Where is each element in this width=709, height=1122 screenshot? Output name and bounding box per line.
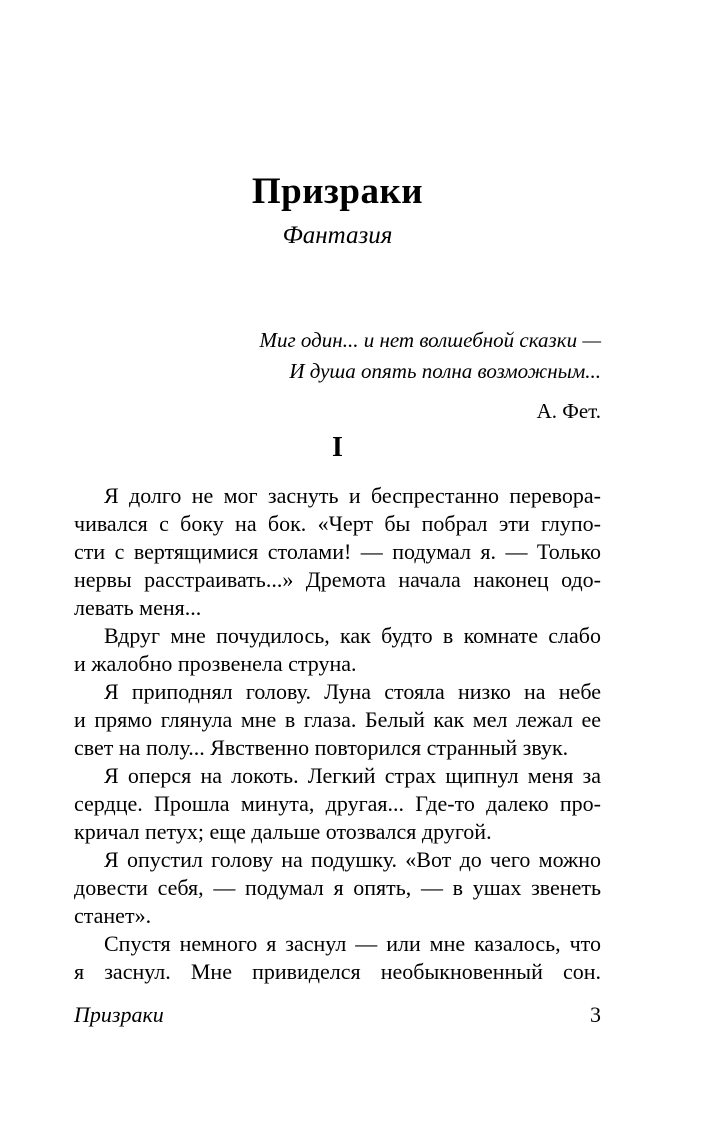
text-line: кричал петух; еще дальше отозвался другой. — [74, 819, 492, 844]
epigraph — [74, 325, 601, 427]
paragraph — [74, 762, 601, 846]
page-title: Призраки — [251, 171, 424, 212]
paragraph — [74, 678, 601, 762]
text-line: и прямо глянула мне в глаза. Белый как мел лежал ее — [74, 707, 601, 732]
text-line: Я опустил голову на подушку. «Вот до чего можно — [104, 847, 601, 872]
page-number: 3 — [590, 1002, 601, 1027]
text-line: станет». — [74, 903, 152, 928]
text-line: и жалобно прозвенела струна. — [74, 651, 357, 676]
text-line: я заснул. Мне привиделся необыкновенный сон. — [74, 959, 601, 984]
text-line: сти с вертящимися столами! — подумал я. — Только — [74, 539, 601, 564]
page-footer — [74, 1001, 601, 1028]
text-line: левать меня... — [74, 595, 202, 620]
epigraph-attribution: А. Фет. — [536, 399, 601, 423]
text-line: Я оперся на локоть. Легкий страх щипнул меня за — [104, 763, 601, 788]
text-line: Спустя немного я заснул — или мне казалось, что — [104, 931, 601, 956]
text-line: нервы расстраивать...» Дремота начала наконец одо- — [74, 567, 601, 592]
text-line: Я долго не мог заснуть и беспрестанно перевора- — [104, 483, 601, 508]
epigraph-line: Миг один... и нет волшебной сказки — — [259, 328, 601, 352]
paragraph — [74, 482, 601, 622]
text-line: сердце. Прошла минута, другая... Где-то далеко про- — [74, 791, 601, 816]
text-line: Я приподнял голову. Луна стояла низко на небе — [104, 679, 601, 704]
text-line: довести себя, — подумал я опять, — в ушах звенеть — [74, 875, 601, 900]
text-line: свет на полу... Явственно повторился странный звук. — [74, 735, 569, 760]
epigraph-line: И душа опять полна возможным... — [289, 359, 601, 383]
running-title: Призраки — [74, 1002, 164, 1027]
text-line: чивался с боку на бок. «Черт бы побрал эти глупо- — [74, 511, 601, 536]
page-subtitle: Фантазия — [282, 222, 393, 249]
body-text — [74, 482, 601, 986]
paragraph — [74, 846, 601, 930]
paragraph — [74, 930, 601, 986]
text-line: Вдруг мне почудилось, как будто в комнате слабо — [104, 623, 601, 648]
paragraph — [74, 622, 601, 678]
chapter-heading: I — [332, 432, 343, 463]
epigraph-lines — [74, 325, 601, 387]
